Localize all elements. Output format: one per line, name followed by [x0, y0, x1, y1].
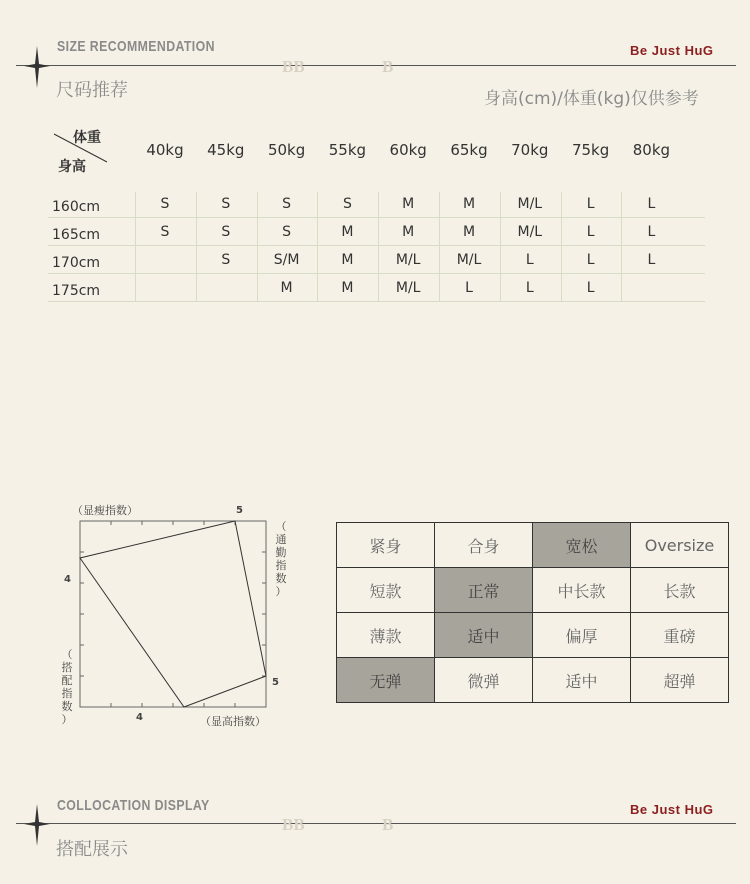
fit-option-selected: 无弹	[337, 658, 435, 703]
radar-bottom-label: （显高指数）	[200, 715, 266, 728]
reference-note: 身高(cm)/体重(kg)仅供参考	[484, 89, 699, 109]
fit-option-selected: 宽松	[533, 523, 631, 568]
brand-logo: Be Just HuG	[630, 43, 714, 58]
fit-option: 偏厚	[533, 613, 631, 658]
row-divider	[48, 301, 705, 302]
header-rule	[16, 65, 736, 66]
column-divider	[561, 192, 562, 302]
column-divider	[317, 192, 318, 302]
radar-polygon	[80, 521, 266, 707]
size-cell: S	[160, 196, 170, 212]
radar-value-height: 4	[136, 712, 143, 723]
size-cell: L	[586, 280, 595, 296]
size-cell: L	[586, 224, 595, 240]
fit-row	[337, 613, 729, 658]
size-cell: S	[282, 224, 292, 240]
size-cell: L	[525, 252, 534, 268]
size-cell: M	[462, 224, 476, 240]
size-cell: S	[221, 224, 231, 240]
size-cell: S	[160, 224, 170, 240]
height-row-header: 165cm	[52, 227, 101, 243]
radar-chart	[60, 505, 290, 735]
row-divider	[48, 273, 705, 274]
fit-option: 合身	[435, 523, 533, 568]
section-title-cn: 尺码推荐	[56, 80, 128, 101]
header-rule	[16, 823, 736, 824]
radar-value-slim: 5	[236, 505, 243, 516]
section-title-en: SIZE RECOMMENDATION	[57, 38, 215, 55]
weight-column-header: 55kg	[328, 141, 367, 159]
radar-value-match: 4	[64, 574, 71, 585]
height-row-header: 170cm	[52, 255, 101, 271]
size-cell: S	[221, 252, 231, 268]
column-divider	[378, 192, 379, 302]
radar-value-commute: 5	[272, 677, 279, 688]
size-cell: S	[282, 196, 292, 212]
fit-option: Oversize	[631, 523, 729, 568]
section-title-en: COLLOCATION DISPLAY	[57, 797, 210, 814]
size-cell: L	[525, 280, 534, 296]
size-cell: M	[341, 280, 354, 296]
corner-weight-label: 体重	[73, 130, 101, 146]
fit-option: 短款	[337, 568, 435, 613]
fit-option: 薄款	[337, 613, 435, 658]
section-title-cn: 搭配展示	[56, 839, 128, 860]
fit-option: 中长款	[533, 568, 631, 613]
decorative-glyph: BB	[282, 57, 305, 76]
size-cell: M/L	[395, 252, 421, 268]
weight-column-header: 50kg	[267, 141, 306, 159]
radar-frame	[80, 521, 266, 707]
weight-column-header: 40kg	[146, 141, 184, 159]
fit-option-selected: 正常	[435, 568, 533, 613]
size-cell: M	[341, 252, 354, 268]
sparkle-icon	[22, 42, 52, 92]
column-divider	[257, 192, 258, 302]
size-cell: M	[402, 224, 415, 240]
fit-option: 超弹	[631, 658, 729, 703]
size-cell: M	[462, 196, 476, 212]
fit-option: 长款	[631, 568, 729, 613]
sparkle-icon	[22, 800, 52, 850]
decorative-glyph: B	[382, 815, 394, 834]
weight-column-header: 75kg	[571, 141, 610, 159]
fit-row	[337, 658, 729, 703]
height-row-header: 175cm	[52, 283, 101, 299]
size-cell: M/L	[456, 252, 482, 268]
size-cell: L	[647, 196, 656, 212]
weight-column-header: 70kg	[511, 141, 549, 159]
size-cell: M/L	[517, 196, 543, 212]
corner-height-label: 身高	[58, 159, 86, 175]
size-cell: M	[402, 196, 415, 212]
size-cell: L	[647, 252, 656, 268]
decorative-glyph: BB	[282, 815, 305, 834]
size-cell: L	[586, 196, 595, 212]
row-divider	[48, 217, 705, 218]
size-cell: M	[341, 224, 354, 240]
column-divider	[621, 192, 622, 302]
radar-left-label: （ 搭 配 指 数 ）	[61, 648, 73, 726]
size-cell: S/M	[273, 252, 300, 268]
column-divider	[439, 192, 440, 302]
radar-top-label: （显瘦指数）	[72, 504, 138, 517]
fit-row	[337, 523, 729, 568]
size-cell: M/L	[517, 224, 543, 240]
height-row-header: 160cm	[52, 199, 101, 215]
size-cell: M/L	[395, 280, 421, 296]
weight-column-header: 45kg	[207, 141, 245, 159]
size-cell: S	[221, 196, 231, 212]
column-divider	[196, 192, 197, 302]
weight-column-header: 60kg	[389, 141, 427, 159]
fit-option: 适中	[533, 658, 631, 703]
size-cell: S	[342, 196, 352, 212]
fit-row	[337, 568, 729, 613]
size-cell: L	[586, 252, 595, 268]
fit-option: 重磅	[631, 613, 729, 658]
column-divider	[500, 192, 501, 302]
radar-right-label: （ 通 勤 指 数 ）	[275, 520, 287, 598]
size-cell: M	[280, 280, 293, 296]
fit-attributes-table	[336, 522, 729, 703]
weight-column-header: 80kg	[632, 141, 671, 159]
row-divider	[48, 245, 705, 246]
size-cell: L	[465, 280, 473, 296]
brand-logo: Be Just HuG	[630, 802, 714, 817]
size-cell: L	[647, 224, 656, 240]
decorative-glyph: B	[382, 57, 394, 76]
fit-option: 紧身	[337, 523, 435, 568]
fit-option: 微弹	[435, 658, 533, 703]
weight-column-header: 65kg	[450, 141, 488, 159]
column-divider	[135, 192, 136, 302]
fit-option-selected: 适中	[435, 613, 533, 658]
